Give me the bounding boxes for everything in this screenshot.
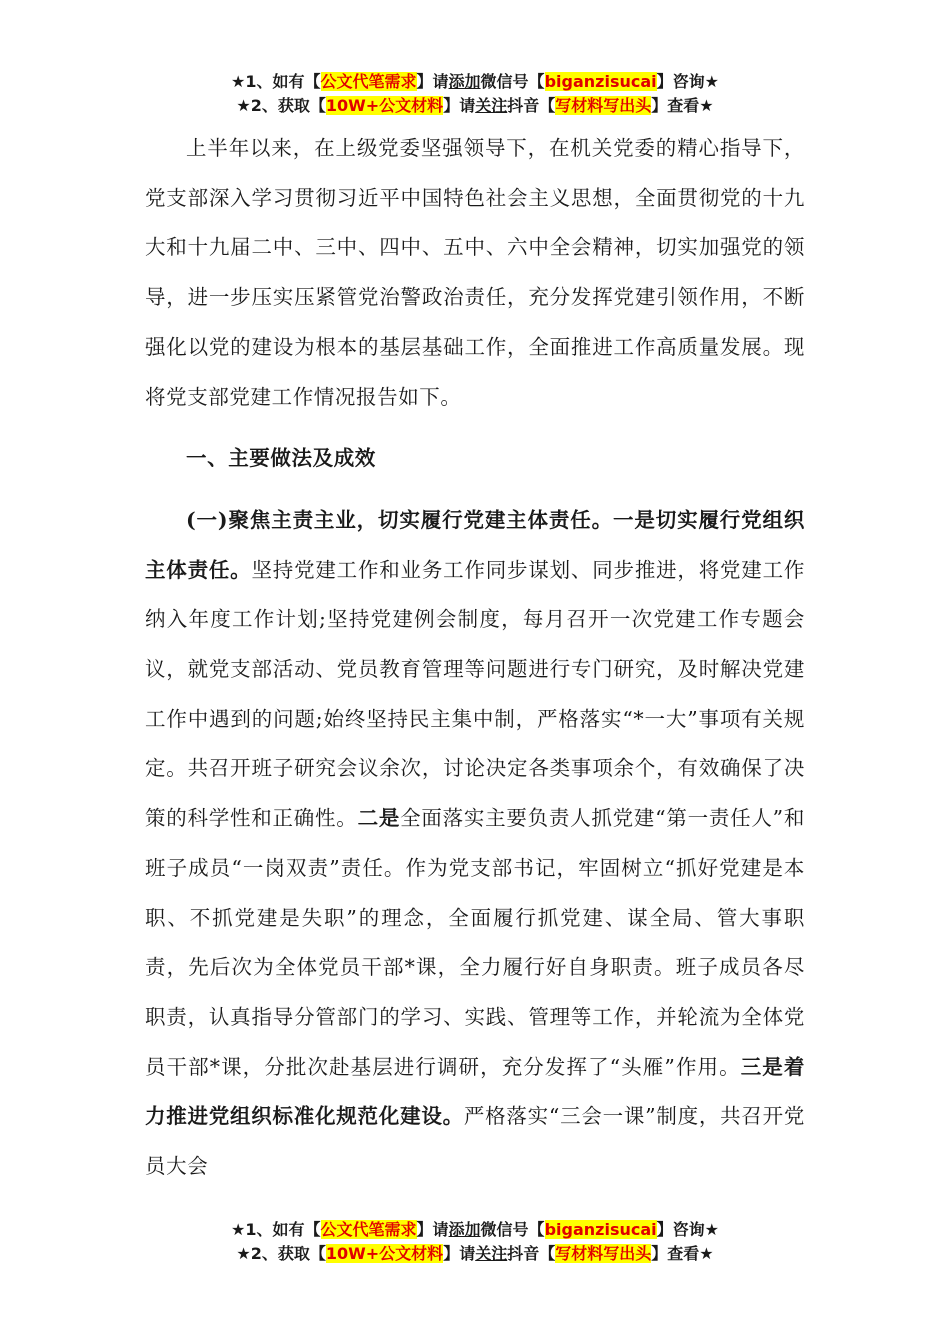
banner-underline: 添加	[448, 72, 481, 91]
banner-underline: 关注	[475, 96, 508, 115]
banner-text: 】查看★	[651, 96, 714, 115]
banner-highlight: 公文代笔需求	[320, 1220, 417, 1239]
banner-text: 抖音【	[507, 1244, 556, 1263]
intro-paragraph: 上半年以来，在上级党委坚强领导下，在机关党委的精心指导下，党支部深入学习贯彻习近平中国特色社会主义思想，全面贯彻党的十九大和十九届二中、三中、四中、五中、六中全会精神，切实加强党的领导，进一步压实压紧管党治警政治责任，充分发挥党建引领作用，不断强化以党的建设为根本的基层基础工作，全面推进工作高质量发展。现将党支部党建工作情况报告如下。	[145, 136, 805, 409]
banner-text: 微信号【	[480, 1220, 545, 1239]
banner-text: 】请	[443, 1244, 476, 1263]
point-body: 坚持党建工作和业务工作同步谋划、同步推进，将党建工作纳入年度工作计划;坚持党建例会制度，每月召开一次党建工作专题会议，就党支部活动、党员教育管理等问题进行专门研究，及时解决党建工作中遇到的问题;始终坚持民主集中制，严格落实“*一大”事项有关规定。共召开班子研究会议余次，讨论决定各类事项余个，有效确保了决策的科学性和正确性。	[145, 557, 805, 831]
footer-banner	[0, 1218, 950, 1266]
banner-text: 微信号【	[480, 72, 545, 91]
point-title: 一是切实履行党组织主体责任。	[145, 507, 805, 582]
section-paragraph	[145, 496, 805, 1192]
banner-line-1	[0, 1218, 950, 1242]
banner-text: ★1、如有【	[231, 72, 321, 91]
banner-highlight: biganzisucai	[544, 1220, 657, 1239]
point-body: 全面落实主要负责人抓党建“第一责任人”和班子成员“一岗双责”责任。作为党支部书记，牢固树立“抓好党建是本职、不抓党建是失职”的理念，全面履行抓党建、谋全局、管大事职责，先后次为全体党员干部*课，全力履行好自身职责。班子成员各尽职责，认真指导分管部门的学习、实践、管理等工作，并轮流为全体党员干部*课，分批次赴基层进行调研，充分发挥了“头雁”作用。	[145, 806, 805, 1079]
header-banner	[0, 70, 950, 118]
point-title: 三是着力推进党组织标准化规范化建设。	[145, 1054, 805, 1129]
banner-text: ★2、获取【	[236, 96, 326, 115]
banner-text: 】请	[416, 1220, 449, 1239]
banner-text: 抖音【	[507, 96, 556, 115]
banner-text: ★1、如有【	[231, 1220, 321, 1239]
banner-line-1	[0, 70, 950, 94]
banner-text: 】查看★	[651, 1244, 714, 1263]
banner-line-2	[0, 94, 950, 118]
banner-underline: 关注	[475, 1244, 508, 1263]
banner-highlight: 写材料写出头	[555, 1244, 652, 1263]
banner-line-2	[0, 1242, 950, 1266]
banner-highlight: 公文代笔需求	[320, 72, 417, 91]
banner-text: 】请	[416, 72, 449, 91]
document-body	[145, 124, 805, 1192]
banner-text: 】请	[443, 96, 476, 115]
banner-highlight: 10W+公文材料	[325, 96, 444, 115]
banner-highlight: 写材料写出头	[555, 96, 652, 115]
banner-highlight: 10W+公文材料	[325, 1244, 444, 1263]
banner-text: ★2、获取【	[236, 1244, 326, 1263]
point-title: 二是	[357, 806, 401, 831]
point-body: 严格落实“三会一课”制度，共召开党员大会	[145, 1104, 805, 1179]
subsection-title: (一)聚焦主责主业，切实履行党建主体责任。	[186, 507, 613, 532]
banner-text: 】咨询★	[656, 72, 719, 91]
section-heading: 一、主要做法及成效	[186, 446, 376, 471]
banner-underline: 添加	[448, 1220, 481, 1239]
banner-highlight: biganzisucai	[544, 72, 657, 91]
banner-text: 】咨询★	[656, 1220, 719, 1239]
